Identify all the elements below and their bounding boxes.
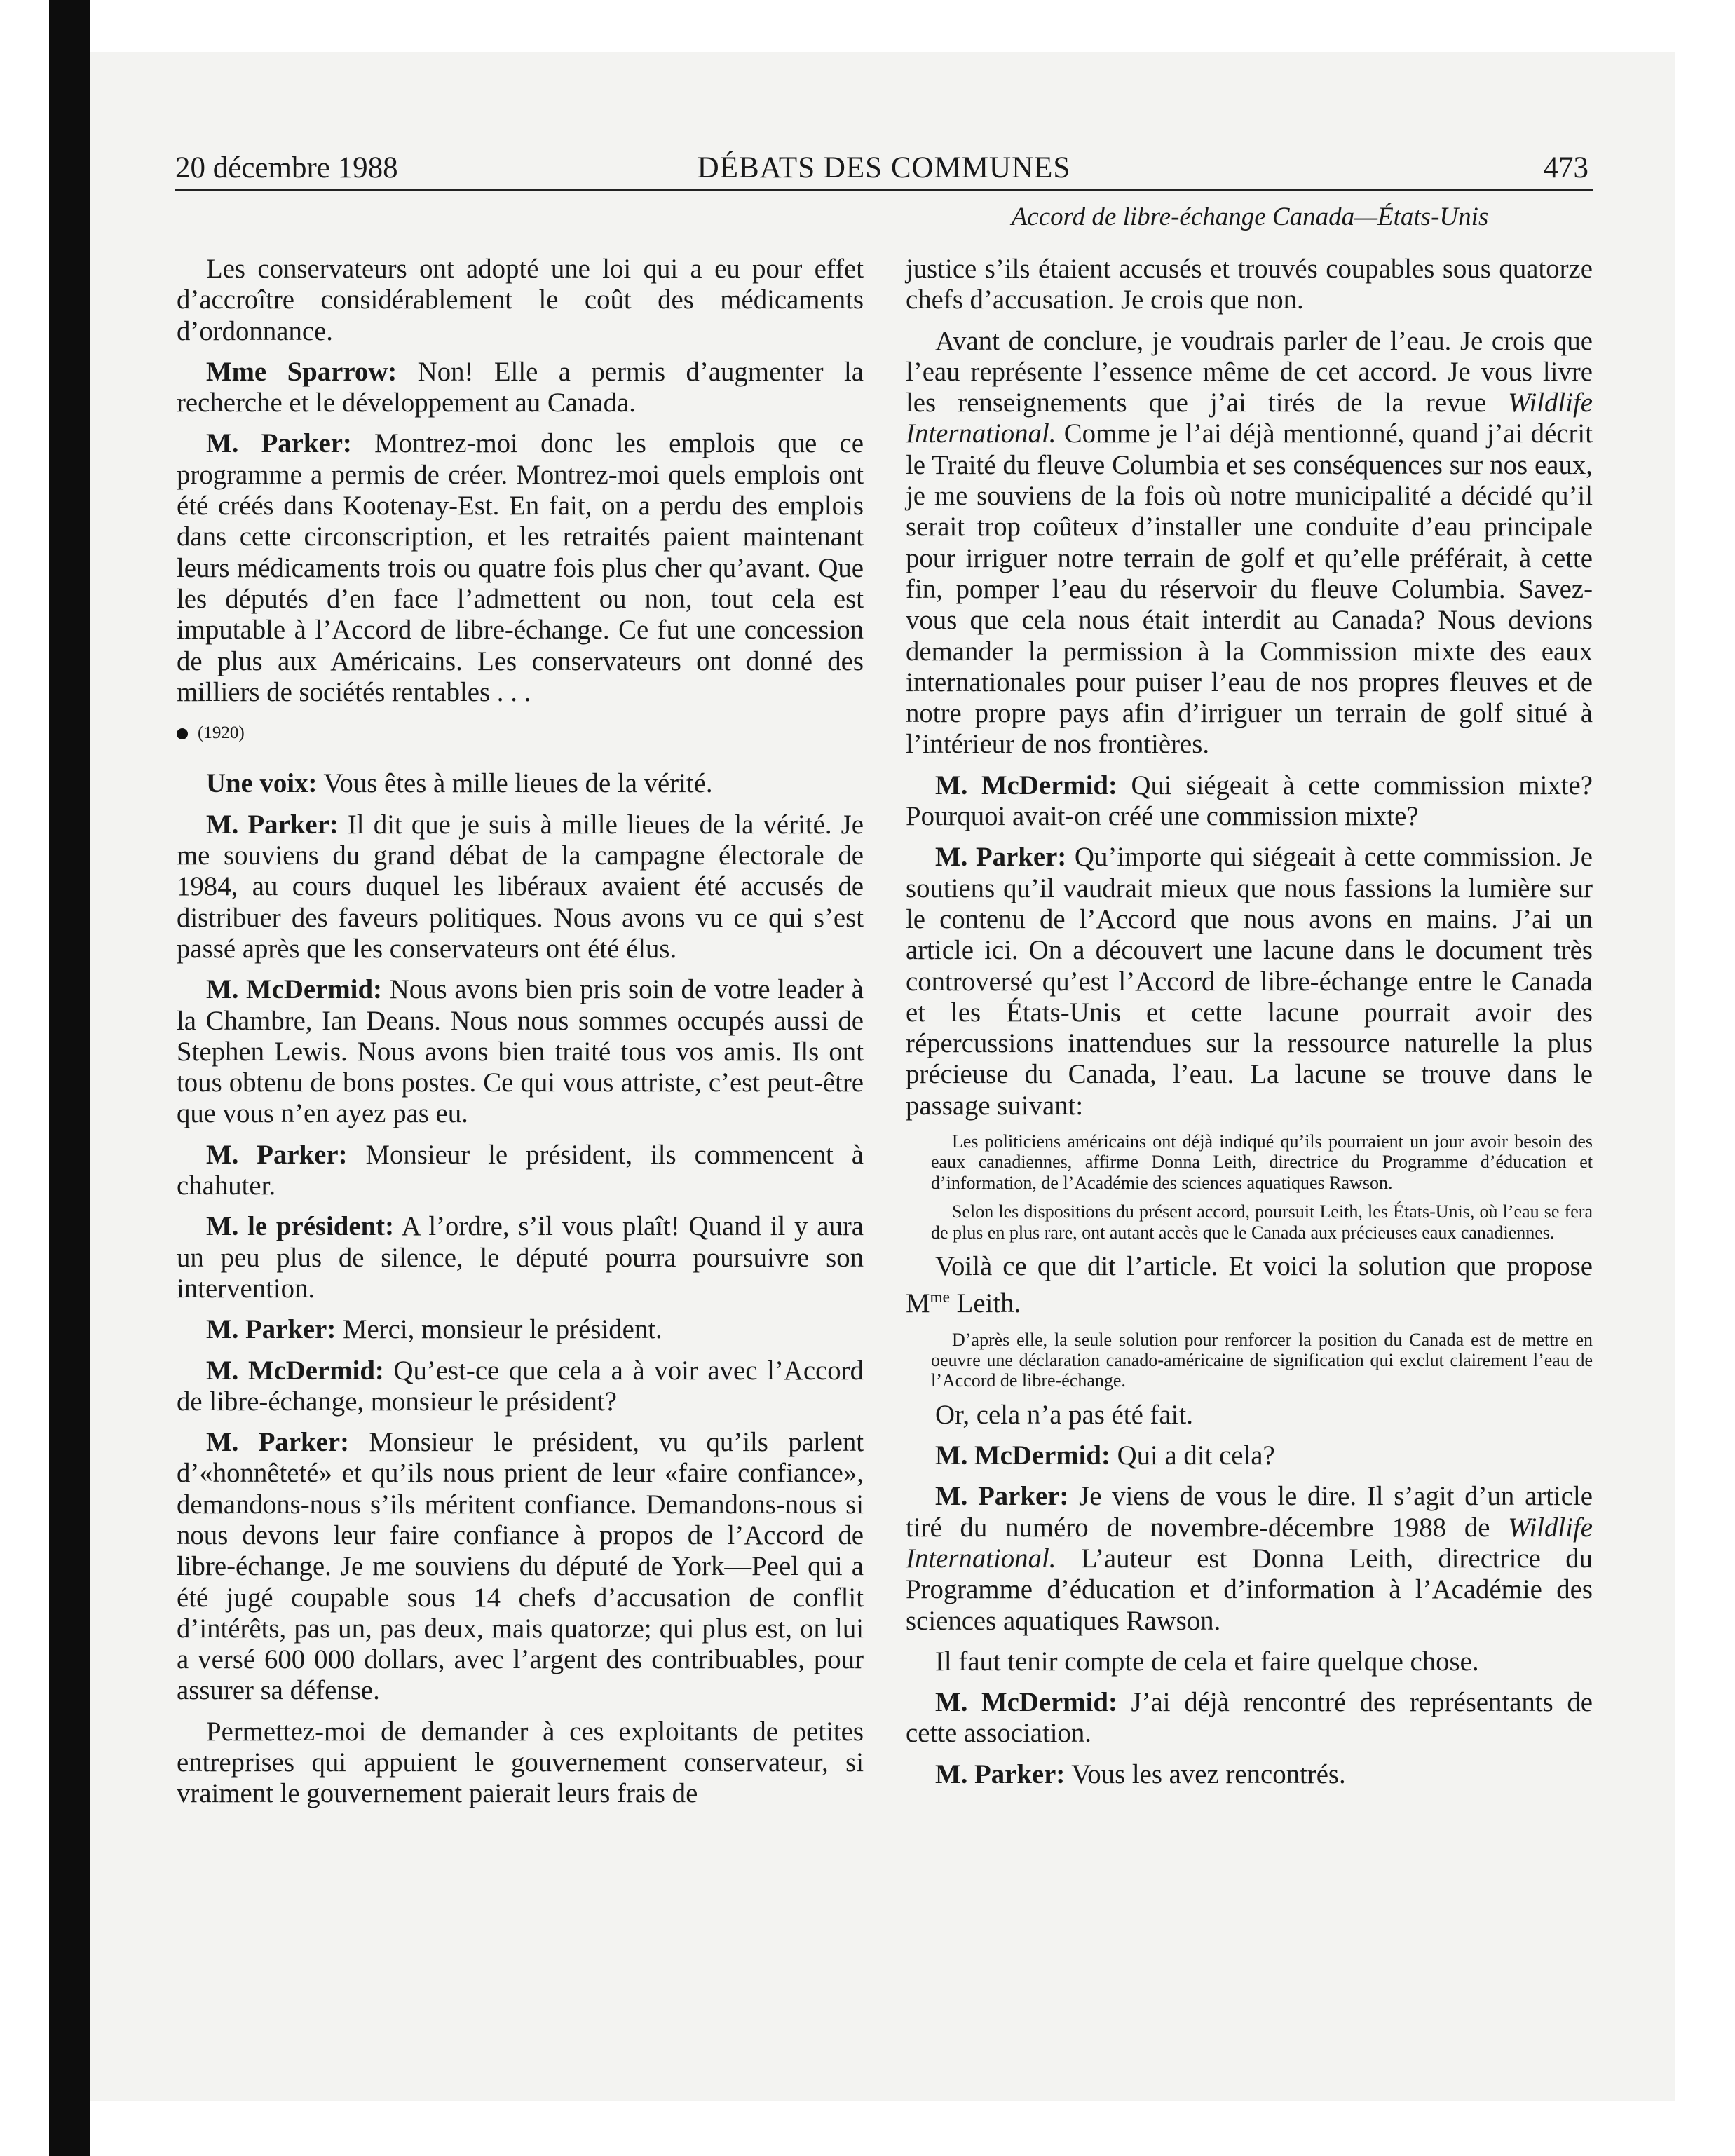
speaker-name: M. McDermid: (206, 1355, 384, 1386)
paragraph: Or, cela n’a pas été fait. (935, 1399, 1193, 1430)
speech-paragraph (906, 1440, 1593, 1471)
block-quote: D’après elle, la seule solution pour renforcer la position du Canada est de mettre en oeuvre une déclaration canado-américaine de signification qui exclut clairement l’eau de l’Accord de libre-échange. (931, 1329, 1593, 1391)
speaker-name: M. Parker: (206, 428, 352, 459)
speech-paragraph (177, 810, 864, 964)
speech-paragraph (906, 1759, 1593, 1790)
paragraph (906, 326, 1593, 760)
block-quote: Les politiciens américains ont déjà indiqué qu’ils pourraient un jour avoir besoin des eaux canadiennes, affirme Donna Leith, directrice du Programme d’éducation et d’information, de l’Académie des sciences aquatiques Rawson. (931, 1131, 1593, 1193)
scan-edge-shadow (49, 0, 90, 2156)
speaker-name: M. Parker: (935, 842, 1067, 873)
speech-paragraph (906, 1687, 1593, 1749)
header-title: DÉBATS DES COMMUNES (697, 151, 1071, 184)
speech-text: Nous avons bien pris soin de votre leader à la Chambre, Ian Deans. Nous nous sommes occupés aussi de Stephen Lewis. Nous avons bien traité tous vos amis. Ils ont tous obtenu de bons postes. Ce qui vous attriste, c’est peut-être que vous n’en ayez pas eu. (177, 974, 864, 1129)
speech-paragraph (177, 768, 864, 799)
paragraph (906, 1251, 1593, 1320)
speech-text: Monsieur le président, vu qu’ils parlent d’«honnêteté» et qu’ils nous prient de leur «faire confiance», demandons-nous s’ils méritent confiance. Demandons-nous si nous devons leur faire confiance à propos de l’Accord de libre-échange. Je me souviens du député de York—Peel qui a été jugé coupable sous 14 chefs d’accusation de conflit d’intérêts, pas un, pas deux, mais quatorze; qui plus est, on lui a versé 600 000 dollars, avec l’argent des contribuables, pour assurer sa défense. (177, 1427, 864, 1706)
speech-paragraph (177, 1211, 864, 1304)
speech-paragraph (177, 1427, 864, 1707)
speech-text: Il dit que je suis à mille lieues de la vérité. Je me souviens du grand débat de la campagne électorale de 1984, au cours duquel les libéraux avaient été accusés de distribuer des faveurs politiques. Nous avons vu ce qui s’est passé après que les conservateurs ont été élus. (177, 809, 864, 964)
subject-heading: Accord de libre-échange Canada—États-Unis (1011, 203, 1489, 231)
speaker-name: M. Parker: (935, 1481, 1069, 1512)
speech-text: Qu’importe qui siégeait à cette commission. Je soutiens qu’il vaudrait mieux que nous fassions la lumière sur le contenu de l’Accord que nous avons en mains. J’ai un article ici. On a découvert une lacune dans le document très controversé qu’est l’Accord de libre-échange entre le Canada et les États-Unis et cette lacune pourrait avoir des répercussions inattendues sur la ressource naturelle la plus précieuse du Canada, l’eau. La lacune se trouve dans le passage suivant: (906, 842, 1593, 1121)
speech-text: Qu’est-ce que cela a à voir avec l’Accord de libre-échange, monsieur le président? (177, 1355, 864, 1417)
time-marker-text: (1920) (198, 723, 245, 743)
time-marker (177, 718, 864, 749)
speaker-name: Une voix: (206, 768, 318, 799)
speech-text: Qui siégeait à cette commission mixte? Pourquoi avait-on créé une commission mixte? (906, 770, 1593, 832)
speech-text: Montrez-moi donc les emplois que ce programme a permis de créer. Montrez-moi quels emplois ont été créés dans Kootenay-Est. En fait, on a perdu des emplois dans cette circonscription, et les retraités paient maintenant leurs médicaments trois ou quatre fois plus cher qu’avant. Que les députés d’en face l’admettent ou non, tout cela est imputable à l’Accord de libre-échange. Ce fut une concession de plus aux Américains. Les conservateurs ont donné des milliers de sociétés rentables . . . (177, 428, 864, 707)
paragraph: Il faut tenir compte de cela et faire quelque chose. (935, 1646, 1479, 1677)
speech-text: Merci, monsieur le président. (336, 1314, 662, 1345)
left-column (177, 254, 864, 1820)
speech-paragraph (177, 974, 864, 1129)
bullet-dot-icon (177, 728, 188, 739)
speech-text: Je viens de vous le dire. Il s’agit d’un article tiré du numéro de novembre-décembre 1988 de (906, 1481, 1593, 1543)
speech-text: Qui a dit cela? (1110, 1440, 1275, 1471)
speaker-name: M. Parker: (206, 1314, 336, 1345)
speech-paragraph (906, 770, 1593, 833)
speech-text: Non! Elle a permis d’augmenter la recherche et le développement au Canada. (177, 356, 864, 418)
paragraph: Les conservateurs ont adopté une loi qui a eu pour effet d’accroître considérablement le coût des médicaments d’ordonnance. (177, 254, 864, 346)
speech-paragraph (177, 1140, 864, 1202)
paragraph-text: Leith. (949, 1288, 1021, 1319)
speech-text: Vous les avez rencontrés. (1065, 1759, 1346, 1789)
speech-paragraph (177, 357, 864, 419)
superscript: me (930, 1288, 950, 1307)
speaker-name: M. McDermid: (935, 1440, 1110, 1471)
speaker-name: M. le président: (206, 1211, 395, 1242)
speech-text: J’ai déjà rencontré des représentants de cette association. (906, 1687, 1593, 1749)
paragraph-text: Avant de conclure, je voudrais parler de l’eau. Je crois que l’eau représente l’essence même de cet accord. Je vous livre les renseignements que j’ai tirés de la revue (906, 325, 1593, 418)
speech-text: Vous êtes à mille lieues de la vérité. (317, 768, 713, 799)
speaker-name: Mme Sparrow: (206, 356, 397, 387)
speech-text: L’auteur est Donna Leith, directrice du Programme d’éducation et d’information à l’Académie des sciences aquatiques Rawson. (906, 1543, 1593, 1636)
speech-text: A l’ordre, s’il vous plaît! Quand il y aura un peu plus de silence, le député pourra poursuivre son intervention. (177, 1211, 864, 1304)
running-head (175, 153, 1593, 191)
speaker-name: M. Parker: (206, 1427, 349, 1458)
speech-paragraph (177, 428, 864, 708)
speaker-name: M. McDermid: (935, 1687, 1117, 1718)
speaker-name: M. McDermid: (206, 974, 382, 1005)
speaker-name: M. McDermid: (935, 770, 1117, 800)
speech-paragraph (177, 1314, 864, 1345)
speech-paragraph (906, 1481, 1593, 1636)
page-number: 473 (1543, 151, 1588, 184)
speaker-name: M. Parker: (206, 809, 339, 840)
publication-title: Wildlife International. (906, 388, 1593, 449)
speaker-name: M. Parker: (206, 1139, 348, 1170)
speech-text: Monsieur le président, ils commencent à chahuter. (177, 1139, 864, 1201)
publication-title: Wildlife International. (906, 1512, 1593, 1574)
speaker-name: M. Parker: (935, 1759, 1066, 1789)
right-column (906, 254, 1593, 1800)
block-quote: Selon les dispositions du présent accord, poursuit Leith, les États-Unis, où l’eau se fera de plus en plus rare, ont autant accès que le Canada aux précieuses eaux canadiennes. (931, 1201, 1593, 1243)
paragraph: Permettez-moi de demander à ces exploitants de petites entreprises qui appuient le gouvernement conservateur, si vraiment le gouvernement paierait leurs frais de (177, 1716, 864, 1809)
speech-paragraph (906, 842, 1593, 1121)
paragraph-text: Comme je l’ai déjà mentionné, quand j’ai décrit le Traité du fleuve Columbia et ses conséquences sur nos eaux, je me souviens de la fois où notre municipalité a décidé qu’il serait trop coûteux d’installer une conduite d’eau principale pour irriguer notre terrain de golf et qu’elle préférait, à cette fin, pomper l’eau du réservoir du fleuve Columbia. Savez-vous que cela nous était interdit au Canada? Nous devions demander la permission à la Commission mixte des eaux internationales pour puiser l’eau de nos propres fleuves et de notre propre pays afin d’irriguer un terrain de golf situé à l’intérieur de nos frontières. (906, 418, 1593, 760)
header-date: 20 décembre 1988 (175, 151, 398, 184)
paragraph: justice s’ils étaient accusés et trouvés coupables sous quatorze chefs d’accusation. Je crois que non. (906, 254, 1593, 315)
paragraph-text: Voilà ce que dit l’article. Et voici la solution que propose M (906, 1251, 1593, 1319)
speech-paragraph (177, 1356, 864, 1418)
